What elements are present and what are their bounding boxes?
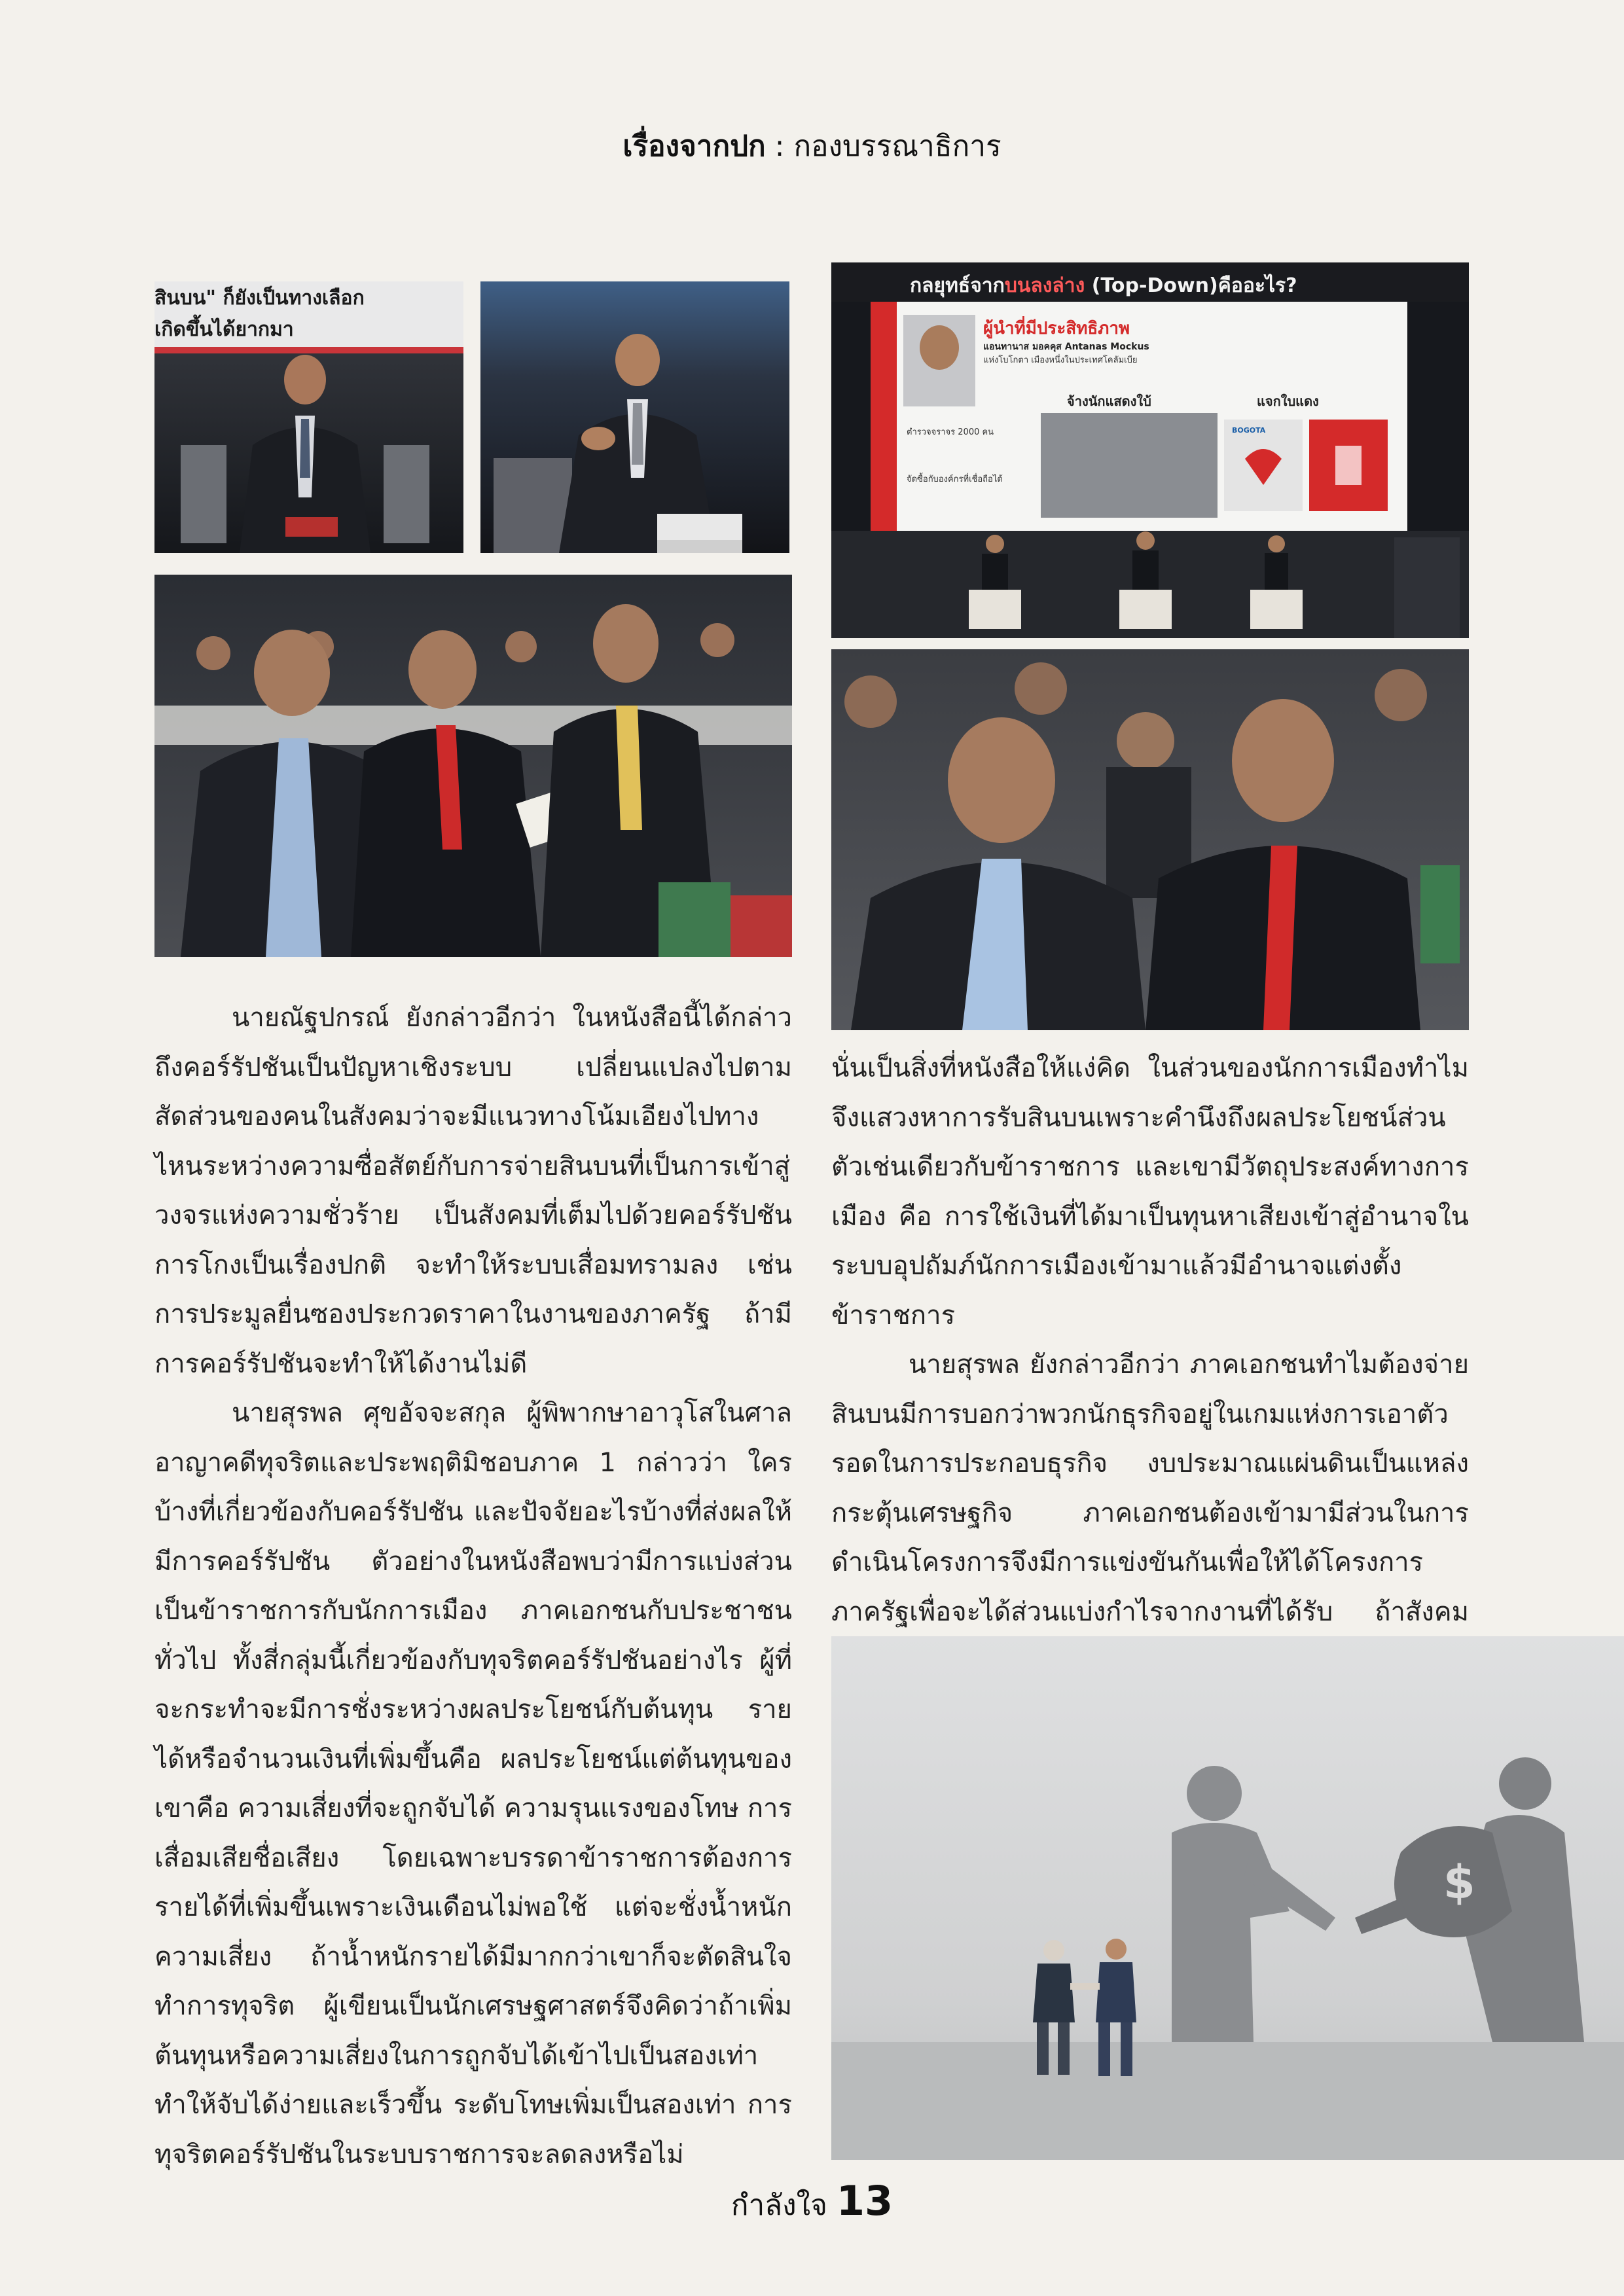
photo-audience-front-row: [154, 575, 792, 957]
illustration-bribery-shadow: [831, 1636, 1624, 2160]
photo-presentation-slide-image: [831, 262, 1469, 638]
header-author: กองบรรณาธิการ: [793, 130, 1001, 163]
slide-title-highlight: บนลงล่าง: [1004, 274, 1085, 297]
slide-leader-desc: แห่งโบโกตา เมืองหนึ่งในประเทศโคลัมเบีย: [983, 355, 1138, 365]
page-footer: [0, 2177, 1624, 2228]
right-paragraph-1: นั่นเป็นสิ่งที่หนังสือให้แง่คิด ในส่วนของนักการเมืองทำไมจึงแสวงหาการรับสินบนเพราะคำนึงถึงผลประโยชน์ส่วนตัวเช่นเดียวกับข้าราชการ และเขามีวัตถุประสงค์ทางการเมือง คือ การใช้เงินที่ได้มาเป็นทุนหาเสียงเข้าสู่อำนาจในระบบอุปถัมภ์นักการเมืองเข้ามาแล้วมีอำนาจแต่งตั้งข้าราชการ: [831, 1053, 1469, 1331]
slide-leader-heading: ผู้นำที่มีประสิทธิภาพ: [983, 319, 1130, 338]
slide-bullet-1: ตำรวจจราจร 2000 คน: [907, 427, 994, 437]
svg-text:$: $: [1443, 1856, 1475, 1909]
slide-card-brand: BOGOTA: [1232, 426, 1266, 435]
slide-leader-name: แอนทานาส มอคคุส Antanas Mockus: [983, 342, 1149, 352]
slide-card-label: แจกใบแดง: [1257, 393, 1319, 409]
left-paragraph-2: นายสุรพล ศุขอัจจะสกุล ผู้พิพากษาอาวุโสในศาลอาญาคดีทุจริตและประพฤติมิชอบภาค 1 กล่าวว่า ใครบ้างที่เกี่ยวข้องกับคอร์รัปชัน และปัจจัยอะไรบ้างที่ส่งผลให้มีการคอร์รัปชัน ตัวอย่างในหนังสือพบว่ามีการแบ่งส่วนเป็นข้าราชการกับนักการเมือง ภาคเอกชนกับประชาชนทั่วไป ทั้งสี่กลุ่มนี้เกี่ยวข้องกับทุจริตคอร์รัปชันอย่างไร ผู้ที่จะกระทำจะมีการชั่งระหว่างผลประโยชน์กับต้นทุน รายได้หรือจำนวนเงินที่เพิ่มขึ้นคือ ผลประโยชน์แต่ต้นทุนของเขาคือ ความเสี่ยงที่จะถูกจับได้ ความรุนแรงของโทษ การเสื่อมเสียชื่อเสียง โดยเฉพาะบรรดาข้าราชการต้องการรายได้ที่เพิ่มขึ้นเพราะเงินเดือนไม่พอใช้ แต่จะชั่งน้ำหนักความเสี่ยง ถ้าน้ำหนักรายได้มีมากกว่าเขาก็จะตัดสินใจทำการทุจริต ผู้เขียนเป็นนักเศรษฐศาสตร์จึงคิดว่าถ้าเพิ่มต้นทุนหรือความเสี่ยงในการถูกจับได้เข้าไปเป็นสองเท่าทำให้จับได้ง่ายและเร็วขึ้น ระดับโทษเพิ่มเป็นสองเท่า การทุจริตคอร์รัปชันในระบบราชการจะลดลงหรือไม่: [154, 1398, 792, 2170]
right-paragraph-2: นายสุรพล ยังกล่าวอีกว่า ภาคเอกชนทำไมต้องจ่ายสินบนมีการบอกว่าพวกนักธุรกิจอยู่ในเกมแห่งการเอาตัวรอดในการประกอบธุรกิจ งบประมาณแผ่นดินเป็นแหล่งกระตุ้นเศรษฐกิจ ภาคเอกชนต้องเข้ามามีส่วนในการดำเนินโครงการจึงมีการแข่งขันกันเพื่อให้ได้โครงการภาครัฐเพื่อจะได้ส่วนแบ่งกำไรจากงานที่ได้รับ ถ้าสังคม: [831, 1350, 1469, 1627]
photo-panelist-speaking: [480, 281, 789, 553]
photo-audience-closeup: [831, 649, 1469, 1030]
slide-title-prefix: กลยุทธ์จาก: [910, 274, 1005, 297]
header-separator: :: [765, 130, 794, 163]
magazine-name: กำลังใจ: [731, 2189, 827, 2222]
left-text-column: [154, 994, 792, 2179]
slide-title: [910, 270, 1297, 301]
photo-audience-front-row-image: [154, 575, 792, 957]
photo-audience-closeup-image: [831, 649, 1469, 1030]
slide-hire-label: จ้างนักแสดงใบ้: [1067, 393, 1151, 409]
photo-presentation-slide: [831, 262, 1469, 638]
left-paragraph-1: นายณัฐปกรณ์ ยังกล่าวอีกว่า ในหนังสือนี้ได้กล่าวถึงคอร์รัปชันเป็นปัญหาเชิงระบบ เปลี่ยนแปลงไปตามสัดส่วนของคนในสังคมว่าจะมีแนวทางโน้มเอียงไปทางไหนระหว่างความซื่อสัตย์กับการจ่ายสินบนที่เป็นการเข้าสู่วงจรแห่งความชั่วร้าย เป็นสังคมที่เต็มไปด้วยคอร์รัปชัน การโกงเป็นเรื่องปกติ จะทำให้ระบบเสื่อมทรามลง เช่น การประมูลยื่นซองประกวดราคาในงานของภาครัฐ ถ้ามีการคอร์รัปชันจะทำให้ได้งานไม่ดี: [154, 1003, 792, 1379]
section-title: เรื่องจากปก: [623, 130, 766, 163]
page-header: [0, 123, 1624, 169]
photo-panelist-speaking-image: [480, 281, 789, 553]
right-text-column: [831, 1044, 1469, 1687]
page-number: 13: [836, 2177, 893, 2225]
slide-title-suffix: (Top-Down)คืออะไร?: [1085, 274, 1297, 297]
photo-panelist-left: [154, 281, 463, 553]
slide-bullet-2: จัดซื้อกับองค์กรที่เชื่อถือได้: [907, 475, 1003, 484]
photo-banner-text: สินบน" ก็ยังเป็นทางเลือก: [154, 287, 365, 310]
photo-banner-text-2: เกิดขึ้นได้ยากมา: [154, 318, 294, 341]
illustration-bribery-shadow-image: [831, 1636, 1624, 2160]
